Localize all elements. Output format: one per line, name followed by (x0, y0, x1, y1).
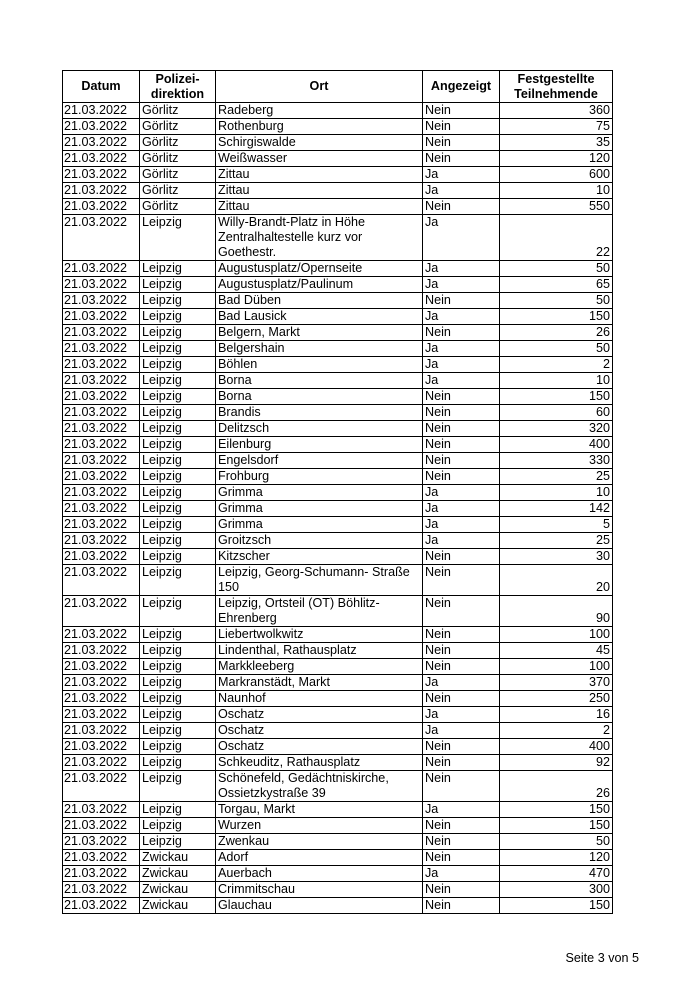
cell-angezeigt: Ja (423, 707, 500, 723)
cell-ort: Borna (216, 389, 423, 405)
cell-datum: 21.03.2022 (63, 277, 140, 293)
table-row (63, 135, 613, 151)
cell-datum: 21.03.2022 (63, 565, 140, 596)
cell-polizeidirektion: Görlitz (140, 103, 216, 119)
cell-ort: Willy-Brandt-Platz in Höhe Zentralhaltestelle kurz vor Goethestr. (216, 215, 423, 261)
cell-teilnehmende: 150 (500, 898, 613, 914)
cell-polizeidirektion: Leipzig (140, 755, 216, 771)
cell-polizeidirektion: Görlitz (140, 199, 216, 215)
cell-polizeidirektion: Leipzig (140, 549, 216, 565)
cell-angezeigt: Ja (423, 215, 500, 261)
cell-teilnehmende: 100 (500, 659, 613, 675)
cell-teilnehmende: 400 (500, 437, 613, 453)
cell-teilnehmende: 330 (500, 453, 613, 469)
cell-angezeigt: Ja (423, 167, 500, 183)
cell-teilnehmende: 35 (500, 135, 613, 151)
cell-teilnehmende: 10 (500, 373, 613, 389)
cell-ort: Oschatz (216, 707, 423, 723)
cell-ort: Zittau (216, 167, 423, 183)
cell-polizeidirektion: Görlitz (140, 183, 216, 199)
cell-ort: Weißwasser (216, 151, 423, 167)
cell-polizeidirektion: Leipzig (140, 309, 216, 325)
cell-teilnehmende: 2 (500, 723, 613, 739)
cell-polizeidirektion: Leipzig (140, 261, 216, 277)
cell-angezeigt: Nein (423, 469, 500, 485)
cell-ort: Radeberg (216, 103, 423, 119)
table-row (63, 293, 613, 309)
cell-teilnehmende: 550 (500, 199, 613, 215)
cell-angezeigt: Nein (423, 755, 500, 771)
table-row (63, 389, 613, 405)
cell-teilnehmende: 370 (500, 675, 613, 691)
cell-angezeigt: Nein (423, 549, 500, 565)
cell-datum: 21.03.2022 (63, 501, 140, 517)
cell-datum: 21.03.2022 (63, 167, 140, 183)
cell-angezeigt: Nein (423, 151, 500, 167)
table-row (63, 261, 613, 277)
cell-teilnehmende: 150 (500, 389, 613, 405)
cell-polizeidirektion: Zwickau (140, 866, 216, 882)
cell-teilnehmende: 50 (500, 261, 613, 277)
table-row (63, 691, 613, 707)
cell-teilnehmende: 16 (500, 707, 613, 723)
cell-teilnehmende: 45 (500, 643, 613, 659)
cell-teilnehmende: 50 (500, 341, 613, 357)
table-row (63, 119, 613, 135)
cell-angezeigt: Nein (423, 834, 500, 850)
cell-angezeigt: Nein (423, 405, 500, 421)
cell-polizeidirektion: Leipzig (140, 723, 216, 739)
cell-ort: Torgau, Markt (216, 802, 423, 818)
cell-polizeidirektion: Leipzig (140, 739, 216, 755)
cell-teilnehmende: 25 (500, 469, 613, 485)
cell-ort: Wurzen (216, 818, 423, 834)
cell-datum: 21.03.2022 (63, 389, 140, 405)
cell-ort: Böhlen (216, 357, 423, 373)
cell-polizeidirektion: Leipzig (140, 405, 216, 421)
cell-ort: Crimmitschau (216, 882, 423, 898)
header-datum-label: Datum (81, 79, 121, 93)
cell-ort: Markranstädt, Markt (216, 675, 423, 691)
cell-angezeigt: Nein (423, 643, 500, 659)
header-teilnehmende-line2: Teilnehmende (514, 86, 598, 101)
cell-polizeidirektion: Görlitz (140, 151, 216, 167)
cell-angezeigt: Ja (423, 485, 500, 501)
cell-polizeidirektion: Leipzig (140, 341, 216, 357)
cell-teilnehmende: 50 (500, 293, 613, 309)
cell-datum: 21.03.2022 (63, 882, 140, 898)
table-row (63, 723, 613, 739)
cell-ort: Augustusplatz/Opernseite (216, 261, 423, 277)
cell-ort: Frohburg (216, 469, 423, 485)
cell-datum: 21.03.2022 (63, 771, 140, 802)
cell-polizeidirektion: Leipzig (140, 293, 216, 309)
table-row (63, 549, 613, 565)
cell-ort: Glauchau (216, 898, 423, 914)
cell-angezeigt: Ja (423, 261, 500, 277)
cell-datum: 21.03.2022 (63, 533, 140, 549)
header-angezeigt-label: Angezeigt (430, 79, 492, 93)
cell-datum: 21.03.2022 (63, 199, 140, 215)
table-row (63, 437, 613, 453)
header-ort (216, 71, 423, 103)
cell-datum: 21.03.2022 (63, 517, 140, 533)
cell-angezeigt: Nein (423, 596, 500, 627)
cell-datum: 21.03.2022 (63, 659, 140, 675)
cell-angezeigt: Nein (423, 119, 500, 135)
cell-angezeigt: Nein (423, 389, 500, 405)
cell-teilnehmende: 150 (500, 818, 613, 834)
table-row (63, 405, 613, 421)
cell-datum: 21.03.2022 (63, 485, 140, 501)
cell-angezeigt: Nein (423, 325, 500, 341)
cell-angezeigt: Ja (423, 802, 500, 818)
cell-angezeigt: Ja (423, 675, 500, 691)
cell-polizeidirektion: Leipzig (140, 707, 216, 723)
cell-polizeidirektion: Leipzig (140, 643, 216, 659)
table-row (63, 882, 613, 898)
cell-datum: 21.03.2022 (63, 215, 140, 261)
cell-datum: 21.03.2022 (63, 739, 140, 755)
cell-ort: Grimma (216, 485, 423, 501)
cell-angezeigt: Ja (423, 357, 500, 373)
cell-datum: 21.03.2022 (63, 261, 140, 277)
cell-datum: 21.03.2022 (63, 723, 140, 739)
cell-teilnehmende: 65 (500, 277, 613, 293)
cell-datum: 21.03.2022 (63, 834, 140, 850)
cell-polizeidirektion: Zwickau (140, 882, 216, 898)
cell-angezeigt: Nein (423, 135, 500, 151)
cell-datum: 21.03.2022 (63, 643, 140, 659)
cell-polizeidirektion: Leipzig (140, 627, 216, 643)
cell-polizeidirektion: Leipzig (140, 357, 216, 373)
table-row (63, 834, 613, 850)
cell-datum: 21.03.2022 (63, 691, 140, 707)
cell-ort: Bad Lausick (216, 309, 423, 325)
cell-teilnehmende: 100 (500, 627, 613, 643)
table-row (63, 755, 613, 771)
table-row (63, 485, 613, 501)
cell-polizeidirektion: Görlitz (140, 135, 216, 151)
header-row (63, 71, 613, 103)
cell-polizeidirektion: Leipzig (140, 485, 216, 501)
cell-angezeigt: Ja (423, 373, 500, 389)
cell-teilnehmende: 75 (500, 119, 613, 135)
cell-angezeigt: Ja (423, 533, 500, 549)
cell-angezeigt: Ja (423, 183, 500, 199)
cell-polizeidirektion: Leipzig (140, 771, 216, 802)
cell-polizeidirektion: Zwickau (140, 850, 216, 866)
table-row (63, 309, 613, 325)
cell-polizeidirektion: Leipzig (140, 421, 216, 437)
cell-datum: 21.03.2022 (63, 103, 140, 119)
cell-teilnehmende: 60 (500, 405, 613, 421)
cell-polizeidirektion: Görlitz (140, 167, 216, 183)
table-row (63, 469, 613, 485)
cell-datum: 21.03.2022 (63, 755, 140, 771)
cell-datum: 21.03.2022 (63, 421, 140, 437)
cell-datum: 21.03.2022 (63, 293, 140, 309)
cell-polizeidirektion: Leipzig (140, 373, 216, 389)
cell-polizeidirektion: Leipzig (140, 325, 216, 341)
cell-angezeigt: Nein (423, 453, 500, 469)
cell-ort: Rothenburg (216, 119, 423, 135)
cell-teilnehmende: 360 (500, 103, 613, 119)
cell-ort: Grimma (216, 517, 423, 533)
cell-teilnehmende: 5 (500, 517, 613, 533)
cell-teilnehmende: 300 (500, 882, 613, 898)
cell-teilnehmende: 2 (500, 357, 613, 373)
cell-angezeigt: Ja (423, 277, 500, 293)
cell-ort: Oschatz (216, 723, 423, 739)
cell-angezeigt: Nein (423, 739, 500, 755)
cell-angezeigt: Nein (423, 882, 500, 898)
page-number: Seite 3 von 5 (565, 951, 639, 965)
cell-datum: 21.03.2022 (63, 309, 140, 325)
cell-teilnehmende: 470 (500, 866, 613, 882)
table-row (63, 596, 613, 627)
table-row (63, 167, 613, 183)
cell-angezeigt: Ja (423, 866, 500, 882)
cell-ort: Belgern, Markt (216, 325, 423, 341)
cell-teilnehmende: 26 (500, 325, 613, 341)
cell-datum: 21.03.2022 (63, 437, 140, 453)
cell-datum: 21.03.2022 (63, 453, 140, 469)
cell-datum: 21.03.2022 (63, 627, 140, 643)
cell-angezeigt: Nein (423, 659, 500, 675)
table-row (63, 517, 613, 533)
cell-ort: Kitzscher (216, 549, 423, 565)
table-row (63, 421, 613, 437)
table-row (63, 501, 613, 517)
cell-datum: 21.03.2022 (63, 405, 140, 421)
cell-datum: 21.03.2022 (63, 675, 140, 691)
cell-ort: Eilenburg (216, 437, 423, 453)
table-row (63, 453, 613, 469)
cell-ort: Belgershain (216, 341, 423, 357)
cell-angezeigt: Nein (423, 565, 500, 596)
cell-teilnehmende: 250 (500, 691, 613, 707)
table-header (63, 71, 613, 103)
cell-teilnehmende: 20 (500, 565, 613, 596)
cell-polizeidirektion: Leipzig (140, 596, 216, 627)
cell-teilnehmende: 400 (500, 739, 613, 755)
cell-ort: Zittau (216, 199, 423, 215)
cell-polizeidirektion: Leipzig (140, 277, 216, 293)
cell-polizeidirektion: Leipzig (140, 389, 216, 405)
header-ort-label: Ort (309, 79, 329, 93)
cell-polizeidirektion: Leipzig (140, 215, 216, 261)
table-row (63, 373, 613, 389)
cell-datum: 21.03.2022 (63, 357, 140, 373)
cell-angezeigt: Ja (423, 517, 500, 533)
cell-polizeidirektion: Leipzig (140, 834, 216, 850)
cell-ort: Groitzsch (216, 533, 423, 549)
cell-ort: Zittau (216, 183, 423, 199)
cell-datum: 21.03.2022 (63, 469, 140, 485)
header-polizei-line1: Polizei- (155, 71, 200, 86)
table-row (63, 739, 613, 755)
cell-teilnehmende: 120 (500, 850, 613, 866)
table-row (63, 771, 613, 802)
table-row (63, 325, 613, 341)
cell-ort: Bad Düben (216, 293, 423, 309)
cell-ort: Schkeuditz, Rathausplatz (216, 755, 423, 771)
cell-datum: 21.03.2022 (63, 373, 140, 389)
cell-teilnehmende: 90 (500, 596, 613, 627)
cell-ort: Oschatz (216, 739, 423, 755)
table-row (63, 802, 613, 818)
cell-datum: 21.03.2022 (63, 183, 140, 199)
table-row (63, 341, 613, 357)
cell-polizeidirektion: Leipzig (140, 469, 216, 485)
cell-polizeidirektion: Leipzig (140, 533, 216, 549)
cell-ort: Auerbach (216, 866, 423, 882)
cell-angezeigt: Ja (423, 309, 500, 325)
cell-ort: Delitzsch (216, 421, 423, 437)
cell-angezeigt: Nein (423, 199, 500, 215)
cell-datum: 21.03.2022 (63, 707, 140, 723)
cell-ort: Augustusplatz/Paulinum (216, 277, 423, 293)
cell-ort: Schirgiswalde (216, 135, 423, 151)
cell-angezeigt: Nein (423, 103, 500, 119)
cell-polizeidirektion: Leipzig (140, 802, 216, 818)
header-polizeidirektion (140, 71, 216, 103)
cell-datum: 21.03.2022 (63, 802, 140, 818)
cell-polizeidirektion: Leipzig (140, 517, 216, 533)
cell-teilnehmende: 22 (500, 215, 613, 261)
cell-angezeigt: Nein (423, 437, 500, 453)
cell-datum: 21.03.2022 (63, 866, 140, 882)
cell-angezeigt: Nein (423, 627, 500, 643)
cell-ort: Leipzig, Georg-Schumann- Straße 150 (216, 565, 423, 596)
cell-angezeigt: Nein (423, 293, 500, 309)
cell-datum: 21.03.2022 (63, 898, 140, 914)
cell-teilnehmende: 150 (500, 309, 613, 325)
cell-angezeigt: Ja (423, 341, 500, 357)
cell-datum: 21.03.2022 (63, 596, 140, 627)
cell-ort: Adorf (216, 850, 423, 866)
cell-angezeigt: Nein (423, 771, 500, 802)
cell-ort: Liebertwolkwitz (216, 627, 423, 643)
cell-ort: Brandis (216, 405, 423, 421)
cell-ort: Naunhof (216, 691, 423, 707)
table-row (63, 643, 613, 659)
table-row (63, 183, 613, 199)
cell-angezeigt: Nein (423, 850, 500, 866)
cell-polizeidirektion: Leipzig (140, 818, 216, 834)
cell-polizeidirektion: Leipzig (140, 675, 216, 691)
cell-datum: 21.03.2022 (63, 119, 140, 135)
cell-teilnehmende: 92 (500, 755, 613, 771)
cell-polizeidirektion: Leipzig (140, 691, 216, 707)
cell-ort: Grimma (216, 501, 423, 517)
cell-polizeidirektion: Leipzig (140, 501, 216, 517)
cell-teilnehmende: 150 (500, 802, 613, 818)
table-row (63, 151, 613, 167)
cell-teilnehmende: 26 (500, 771, 613, 802)
cell-ort: Engelsdorf (216, 453, 423, 469)
cell-datum: 21.03.2022 (63, 135, 140, 151)
cell-teilnehmende: 320 (500, 421, 613, 437)
cell-polizeidirektion: Leipzig (140, 437, 216, 453)
cell-datum: 21.03.2022 (63, 341, 140, 357)
cell-ort: Schönefeld, Gedächtniskirche, Ossietzkystraße 39 (216, 771, 423, 802)
header-teilnehmende-line1: Festgestellte (517, 71, 595, 86)
demonstrations-table (62, 70, 613, 914)
table-row (63, 277, 613, 293)
table-row (63, 866, 613, 882)
table-row (63, 533, 613, 549)
table-row (63, 565, 613, 596)
header-teilnehmende (500, 71, 613, 103)
cell-ort: Borna (216, 373, 423, 389)
cell-datum: 21.03.2022 (63, 549, 140, 565)
table-row (63, 659, 613, 675)
table-row (63, 357, 613, 373)
cell-teilnehmende: 50 (500, 834, 613, 850)
header-polizei-line2: direktion (150, 86, 205, 101)
table-row (63, 898, 613, 914)
cell-polizeidirektion: Leipzig (140, 659, 216, 675)
header-angezeigt (423, 71, 500, 103)
table-body (63, 103, 613, 914)
cell-polizeidirektion: Zwickau (140, 898, 216, 914)
table-row (63, 850, 613, 866)
header-datum (63, 71, 140, 103)
cell-datum: 21.03.2022 (63, 151, 140, 167)
cell-teilnehmende: 10 (500, 183, 613, 199)
cell-polizeidirektion: Leipzig (140, 565, 216, 596)
cell-angezeigt: Nein (423, 691, 500, 707)
table-row (63, 707, 613, 723)
table-row (63, 627, 613, 643)
cell-ort: Zwenkau (216, 834, 423, 850)
cell-ort: Markkleeberg (216, 659, 423, 675)
table-row (63, 818, 613, 834)
table-row (63, 199, 613, 215)
cell-polizeidirektion: Leipzig (140, 453, 216, 469)
cell-teilnehmende: 10 (500, 485, 613, 501)
cell-datum: 21.03.2022 (63, 325, 140, 341)
cell-angezeigt: Ja (423, 501, 500, 517)
cell-teilnehmende: 25 (500, 533, 613, 549)
cell-polizeidirektion: Görlitz (140, 119, 216, 135)
cell-teilnehmende: 600 (500, 167, 613, 183)
cell-datum: 21.03.2022 (63, 850, 140, 866)
table-row (63, 675, 613, 691)
cell-ort: Leipzig, Ortsteil (OT) Böhlitz-Ehrenberg (216, 596, 423, 627)
cell-ort: Lindenthal, Rathausplatz (216, 643, 423, 659)
cell-angezeigt: Ja (423, 723, 500, 739)
cell-angezeigt: Nein (423, 421, 500, 437)
cell-datum: 21.03.2022 (63, 818, 140, 834)
cell-angezeigt: Nein (423, 898, 500, 914)
cell-teilnehmende: 30 (500, 549, 613, 565)
table-row (63, 215, 613, 261)
table-row (63, 103, 613, 119)
cell-teilnehmende: 120 (500, 151, 613, 167)
cell-teilnehmende: 142 (500, 501, 613, 517)
cell-angezeigt: Nein (423, 818, 500, 834)
